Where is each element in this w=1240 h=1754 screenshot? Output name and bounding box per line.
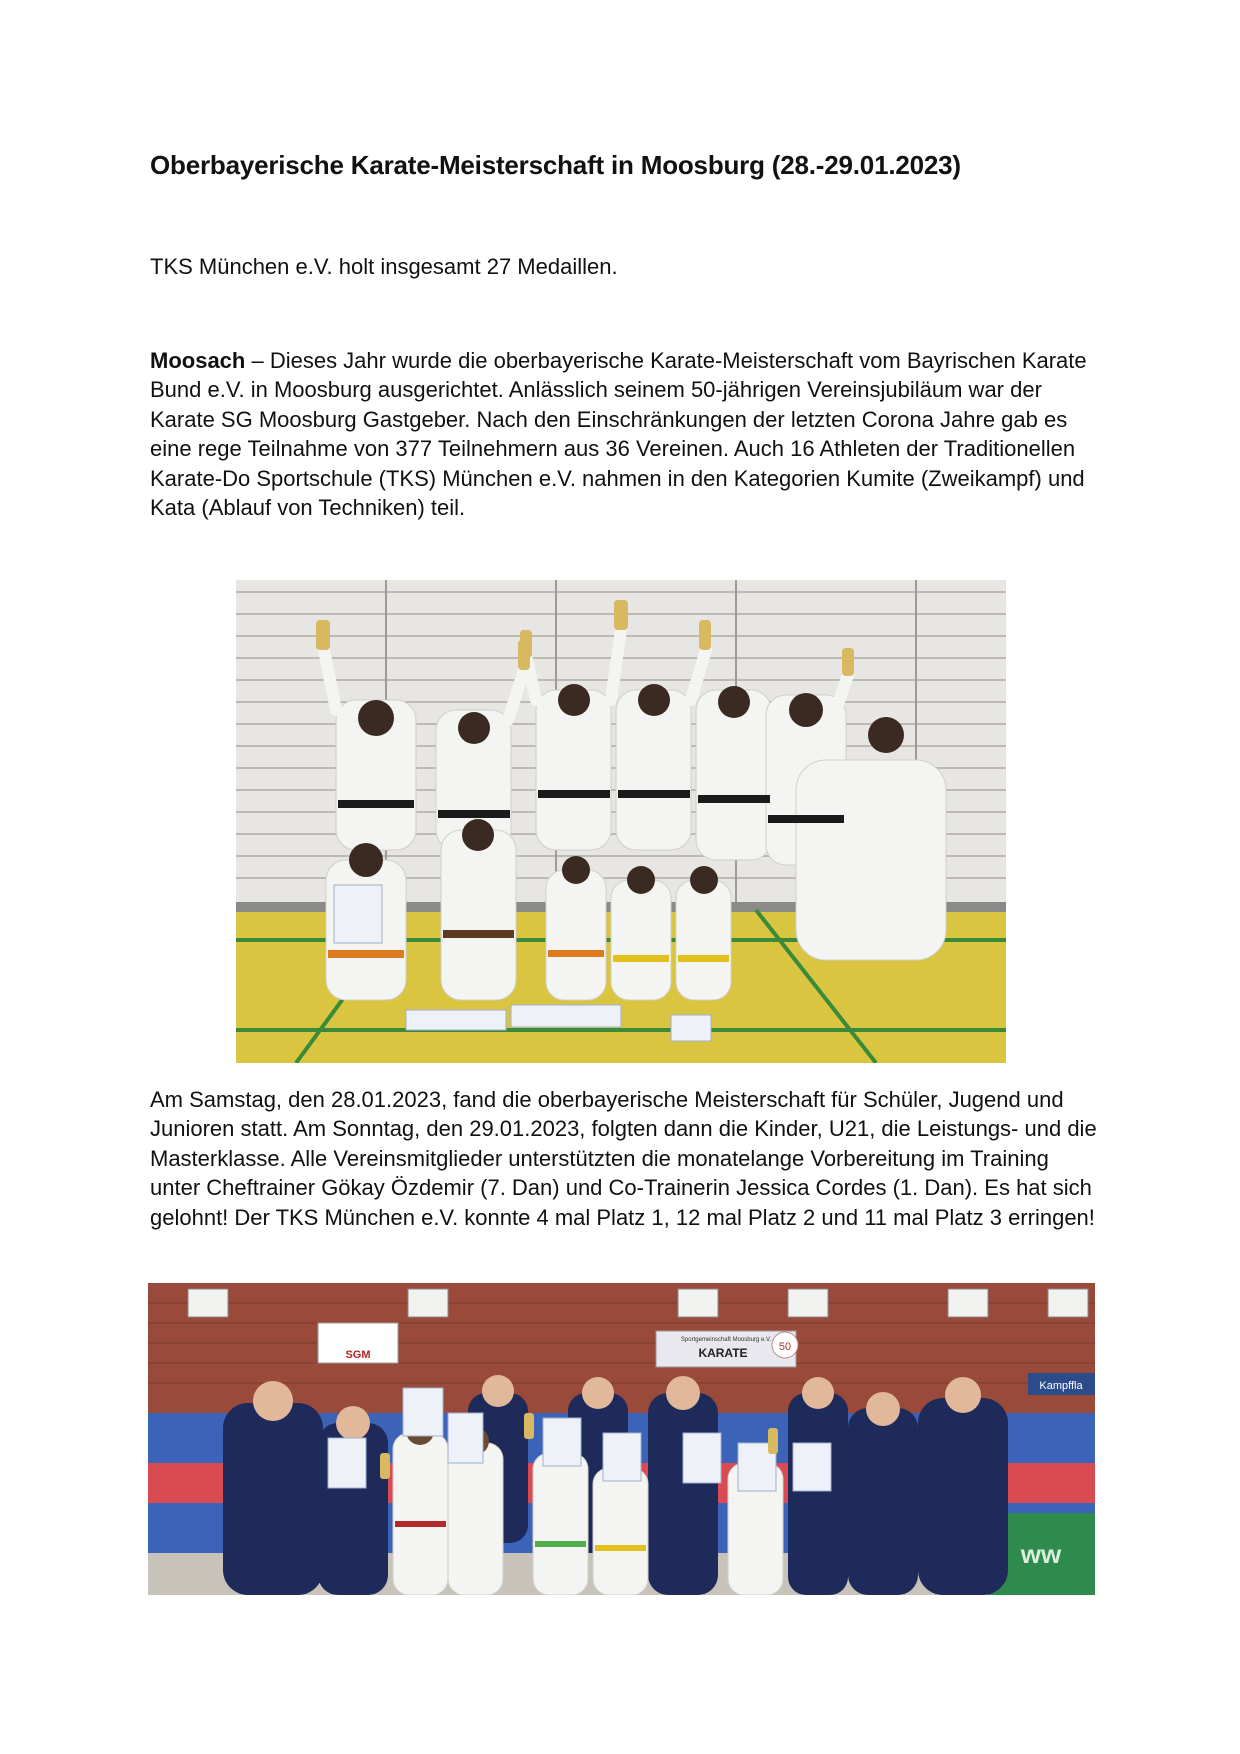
paragraph-results: Am Samstag, den 28.01.2023, fand die oberbayerische Meisterschaft für Schüler, Jugend und Junioren statt. Am Sonntag, den 29.01.2023, folgten dann die Kinder, U21, die Leistungs- und die Masterklasse. Alle Vereinsmitglieder unterstützten die monatelange Vorbereitung im Training unter Cheftrainer Gökay Özdemir (7. Dan) und Co-Trainerin Jessica Cordes (1. Dan). Es hat sich gelohnt! Der TKS München e.V. konnte 4 mal Platz 1, 12 mal Platz 2 und 11 mal Platz 3 erringen!	[150, 1087, 1097, 1230]
banner-sgm: SGM	[345, 1349, 371, 1361]
banner-karate: KARATE	[698, 1346, 748, 1360]
banner-club: Sportgemeinschaft Moosburg e.V.	[680, 1337, 772, 1343]
team-photo-trophies	[236, 580, 1006, 1063]
dateline: Moosach	[150, 348, 246, 373]
ad-board-text: ww	[1020, 1539, 1062, 1569]
badge-50: 50	[778, 1341, 792, 1353]
lead-text: TKS München e.V. holt insgesamt 27 Medaillen.	[150, 254, 618, 279]
team-photo-certificates	[148, 1283, 1095, 1595]
paragraph-intro-text: – Dieses Jahr wurde die oberbayerische Karate-Meisterschaft vom Bayrischen Karate Bund e.V. in Moosburg ausgerichtet. Anlässlich seinem 50-jährigen Vereinsjubiläum war der Karate SG Moosburg Gastgeber. Nach den Einschränkungen der letzten Corona Jahre gab es eine rege Teilnahme von 377 Teilnehmern aus 36 Vereinen. Auch 16 Athleten der Traditionellen Karate-Do Sportschule (TKS) München e.V. nahmen in den Kategorien Kumite (Zweikampf) und Kata (Ablauf von Techniken) teil.	[150, 348, 1087, 521]
paragraph-intro	[150, 346, 1100, 522]
banner-kampfflaeche: Kampffla	[1039, 1380, 1083, 1392]
page-title: Oberbayerische Karate-Meisterschaft in Moosburg (28.-29.01.2023)	[150, 150, 961, 180]
